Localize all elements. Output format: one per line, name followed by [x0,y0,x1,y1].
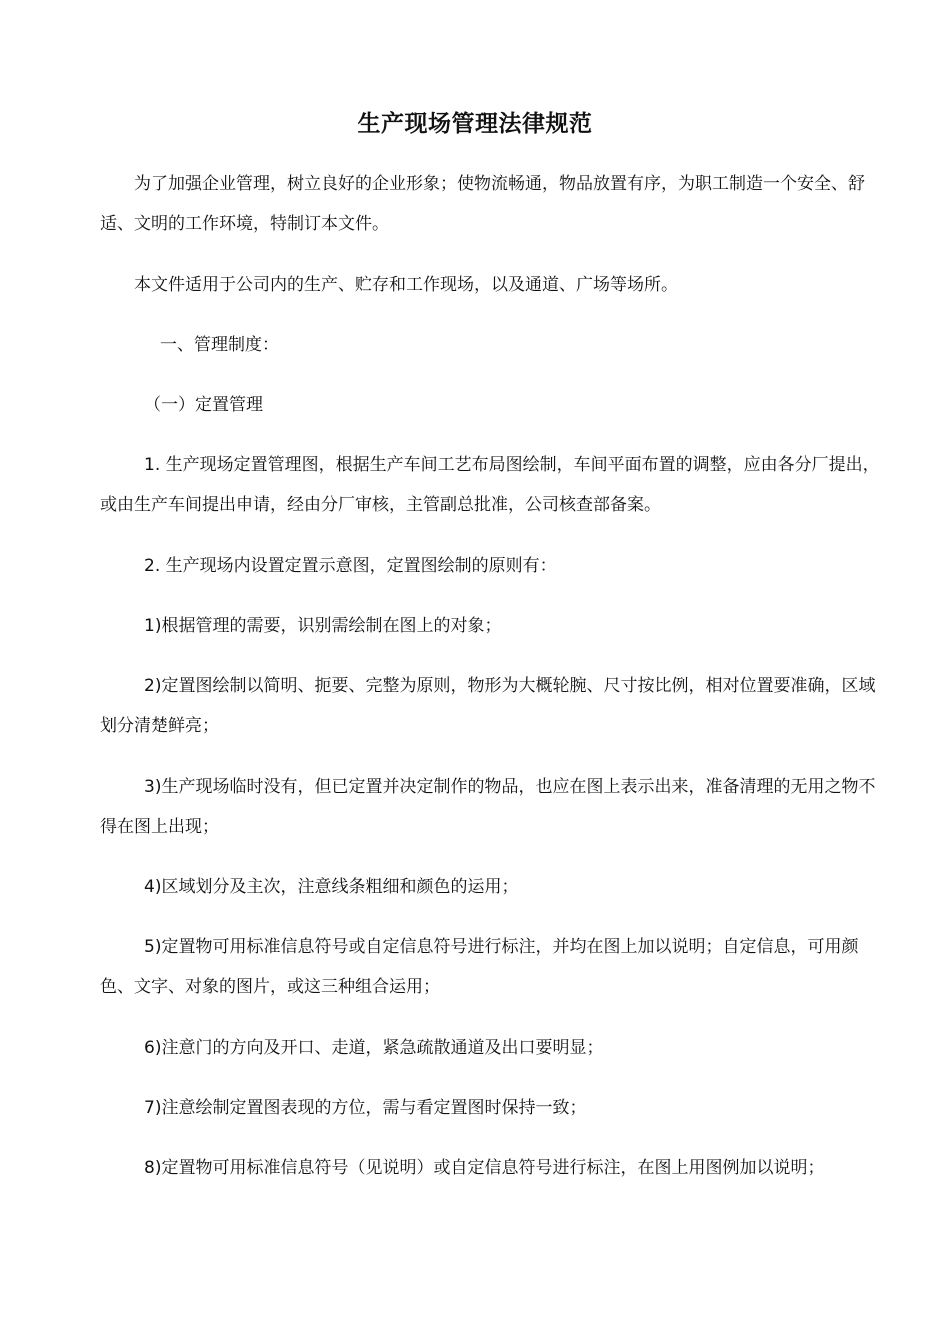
list-item-3: 3)生产现场临时没有，但已定置并决定制作的物品，也应在图上表示出来，准备清理的无用之物不得在图上出现； [100,777,876,837]
section-heading: 一、管理制度： [160,335,279,355]
document-title: 生产现场管理法律规范 [357,111,593,137]
list-item-6: 6)注意门的方向及开口、走道，紧急疏散通道及出口要明显； [144,1038,604,1058]
list-item-7: 7)注意绘制定置图表现的方位，需与看定置图时保持一致； [144,1098,587,1118]
paragraph-scope: 本文件适用于公司内的生产、贮存和工作现场，以及通道、广场等场所。 [134,275,678,295]
paragraph-item-2: 2. 生产现场内设置定置示意图，定置图绘制的原则有： [144,556,557,576]
list-item-8: 8)定置物可用标准信息符号（见说明）或自定信息符号进行标注，在图上用图例加以说明； [144,1158,825,1178]
list-item-1: 1)根据管理的需要，识别需绘制在图上的对象； [144,616,502,636]
paragraph-intro: 为了加强企业管理，树立良好的企业形象；使物流畅通，物品放置有序，为职工制造一个安全、舒适、文明的工作环境，特制订本文件。 [100,174,865,234]
list-item-5: 5)定置物可用标准信息符号或自定信息符号进行标注，并均在图上加以说明；自定信息，可用颜色、文字、对象的图片，或这三种组合运用； [100,937,859,997]
subsection-heading: （一）定置管理 [144,395,263,415]
list-item-2: 2)定置图绘制以简明、扼要、完整为原则，物形为大概轮腕、尺寸按比例，相对位置要准确，区域划分清楚鲜亮； [100,676,876,736]
paragraph-item-1: 1. 生产现场定置管理图，根据生产车间工艺布局图绘制，车间平面布置的调整，应由各分厂提出，或由生产车间提出申请，经由分厂审核，主管副总批准，公司核查部备案。 [100,455,880,515]
list-item-4: 4)区域划分及主次，注意线条粗细和颜色的运用； [144,877,519,897]
